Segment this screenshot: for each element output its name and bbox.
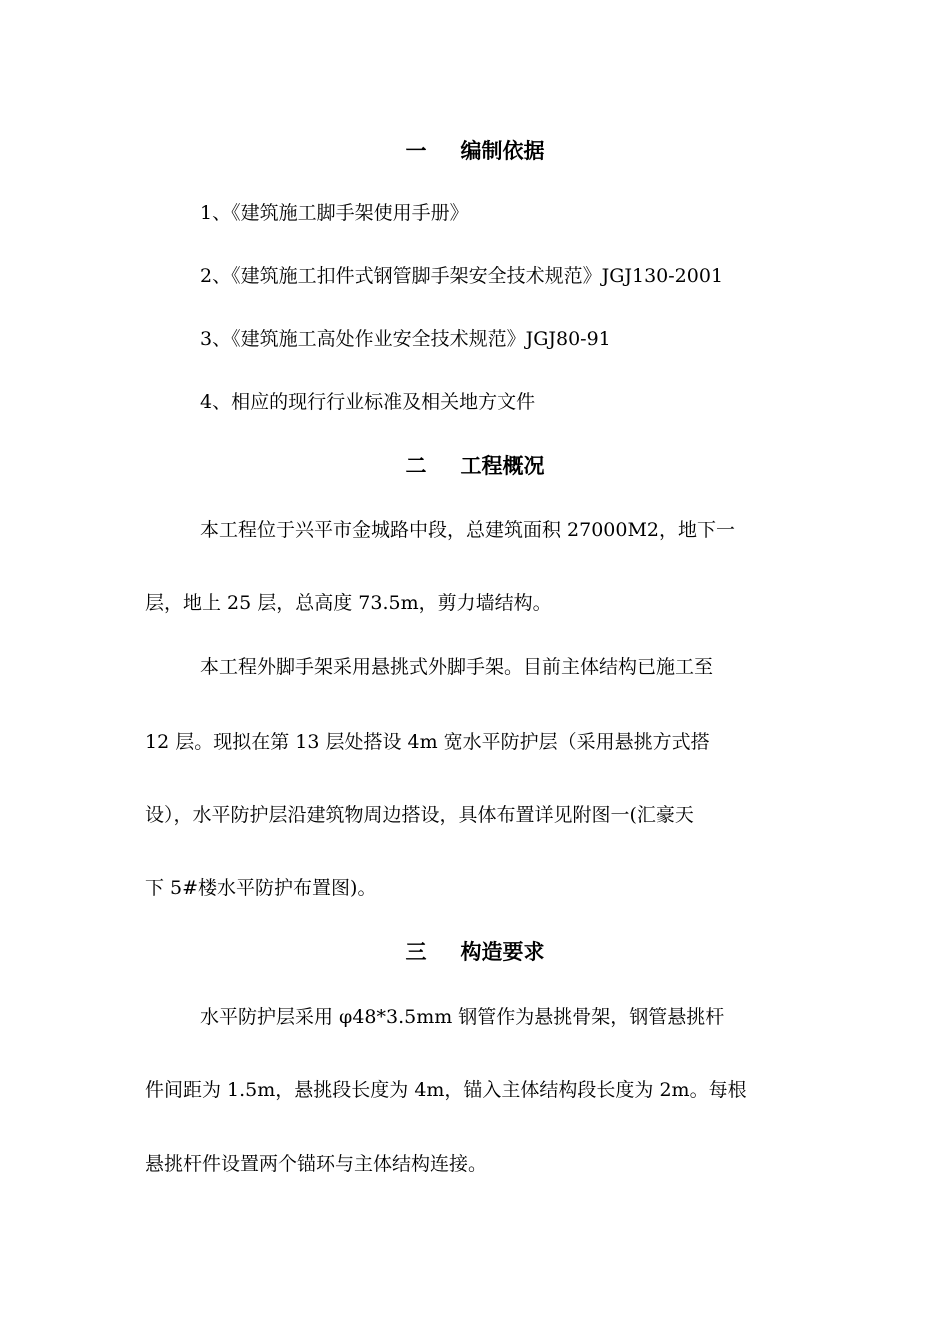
paragraph-line: 水平防护层采用 φ48*3.5mm 钢管作为悬挑骨架，钢管悬挑杆 [200,1006,725,1028]
section-heading-basis [0,137,950,165]
section-title: 编制依据 [460,139,545,163]
paragraph-line: 下 5#楼水平防护布置图)。 [145,877,377,899]
section-heading-construction [0,938,950,966]
section-number: 一 [405,139,427,163]
section-number: 二 [405,454,427,478]
paragraph-line: 件间距为 1.5m，悬挑段长度为 4m，锚入主体结构段长度为 2m。每根 [145,1079,747,1101]
paragraph-line: 12 层。现拟在第 13 层处搭设 4m 宽水平防护层（采用悬挑方式搭 [145,731,710,753]
section-title: 构造要求 [460,940,545,964]
reference-item: 3、《建筑施工高处作业安全技术规范》JGJ80-91 [200,328,611,350]
paragraph-line: 层，地上 25 层，总高度 73.5m，剪力墙结构。 [145,592,552,614]
paragraph-line: 本工程位于兴平市金城路中段，总建筑面积 27000M2，地下一 [200,519,736,541]
reference-item: 2、《建筑施工扣件式钢管脚手架安全技术规范》JGJ130-2001 [200,265,724,287]
section-heading-overview [0,452,950,480]
paragraph-line: 悬挑杆件设置两个锚环与主体结构连接。 [145,1153,488,1175]
paragraph-line: 设），水平防护层沿建筑物周边搭设，具体布置详见附图一(汇豪天 [145,804,694,826]
section-number: 三 [405,940,427,964]
section-title: 工程概况 [460,454,545,478]
reference-item: 1、《建筑施工脚手架使用手册》 [200,202,469,224]
paragraph-line: 本工程外脚手架采用悬挑式外脚手架。目前主体结构已施工至 [200,656,714,678]
reference-item: 4、相应的现行行业标准及相关地方文件 [200,391,536,413]
